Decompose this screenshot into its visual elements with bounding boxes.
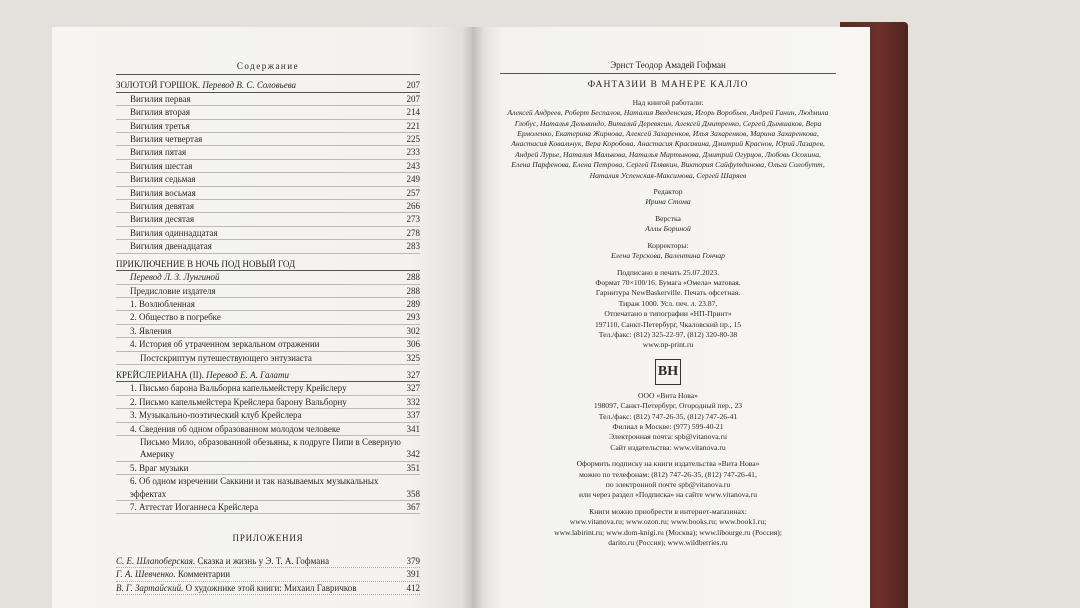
toc-entry-title: 6. Об одном изречении Саккини и так называемых музыкальных эффектах bbox=[130, 476, 379, 499]
new-year-list bbox=[116, 271, 420, 365]
appendix-entry bbox=[116, 568, 420, 581]
page-number: 278 bbox=[406, 227, 420, 238]
toc-entry bbox=[116, 338, 420, 351]
page-number: 221 bbox=[406, 120, 420, 131]
toc-entry-title: Письмо Мило, образованной обезьяны, к подруге Пипи в Северную Америку bbox=[140, 436, 401, 460]
page-number: 337 bbox=[406, 410, 420, 421]
shop-info bbox=[500, 507, 836, 549]
print-info-line: 197110, Санкт-Петербург, Чкаловский пр., 15 bbox=[594, 319, 742, 329]
toc-entry-title: 3. Музыкально-поэтический клуб Крейслера bbox=[130, 410, 302, 421]
toc-entry bbox=[116, 227, 420, 240]
page-number: 207 bbox=[406, 93, 420, 104]
toc-entry bbox=[116, 311, 420, 324]
toc-entry-title: Вигилия третья bbox=[130, 120, 190, 131]
subscription-line: можно по телефонам: (812) 747-26-35, (812) 747-26-41, bbox=[579, 469, 757, 479]
toc-entry-title: Предисловие издателя bbox=[130, 285, 216, 296]
page-number: 302 bbox=[406, 325, 420, 336]
toc-entry bbox=[116, 409, 420, 422]
appendix-entry bbox=[116, 555, 420, 568]
publisher-info-line: 198097, Санкт-Петербург, Огородный пер., 23 bbox=[593, 401, 743, 411]
toc-entry-title: 4. Сведения об одном образованном молодом человеке bbox=[130, 423, 341, 434]
toc-entry-title: Вигилия седьмая bbox=[130, 174, 196, 185]
subscription-line: или через раздел «Подписка» на сайте www.vitanova.ru bbox=[578, 490, 758, 500]
page-number: 283 bbox=[406, 241, 420, 252]
toc-entry-title: 1. Возлюбленная bbox=[130, 298, 195, 309]
page-number: 358 bbox=[406, 488, 420, 499]
toc-entry bbox=[116, 382, 420, 395]
page-number: 342 bbox=[406, 449, 420, 460]
page-number: 207 bbox=[406, 80, 420, 91]
toc-entry-title: Постскриптум путешествующего энтузиаста bbox=[140, 352, 312, 363]
page-number: 233 bbox=[406, 147, 420, 158]
print-info-line: Тираж 1000. Усл. печ. л. 23.87. bbox=[618, 298, 718, 308]
toc-entry bbox=[116, 93, 420, 106]
page-number: 249 bbox=[406, 174, 420, 185]
toc-entry bbox=[116, 423, 420, 436]
page-number: 332 bbox=[406, 396, 420, 407]
proof-label: Корректоры: bbox=[647, 240, 689, 250]
appendix-title-text: Сказка и жизнь у Э. Т. А. Гофмана bbox=[197, 555, 330, 566]
page-number: 273 bbox=[406, 214, 420, 225]
toc-entry-title: 3. Явления bbox=[130, 325, 172, 336]
toc-entry-title: 2. Общество в погребке bbox=[130, 312, 221, 323]
appendix-title: ПРИЛОЖЕНИЯ bbox=[232, 533, 304, 544]
page-number: 367 bbox=[406, 502, 420, 512]
page-number: 412 bbox=[406, 582, 420, 593]
page-number: 289 bbox=[406, 298, 420, 309]
page-number: 327 bbox=[406, 383, 420, 394]
publisher-info-line: ООО «Вита Нова» bbox=[638, 390, 698, 400]
toc-section-new-year bbox=[116, 258, 420, 271]
publisher-info-line: Электронная почта: spb@vitanova.ru bbox=[609, 432, 727, 442]
toc-entry-title: Вигилия восьмая bbox=[130, 187, 196, 198]
appendix-author: Г. А. Шевченко. bbox=[116, 569, 176, 580]
publisher-info-line: Филиал в Москве: (977) 599-40-21 bbox=[612, 421, 724, 431]
toc-entry-title: Вигилия двенадцатая bbox=[130, 241, 212, 252]
publisher-info-line: Сайт издательства: www.vitanova.ru bbox=[610, 442, 726, 452]
section-translator: Перевод В. С. Соловьева bbox=[202, 80, 297, 91]
shop-line: www.labirint.ru; www.dom-knigi.ru (Москва); www.libourge.ru (Россия); bbox=[554, 527, 782, 537]
toc-entry bbox=[116, 325, 420, 338]
page-number: 243 bbox=[406, 160, 420, 171]
subscription-line: по электронной почте spb@vitanova.ru bbox=[605, 480, 731, 489]
page-number: 325 bbox=[406, 352, 420, 363]
toc-section-kreisleriana bbox=[116, 369, 420, 382]
toc-entry bbox=[116, 285, 420, 298]
toc-entry bbox=[116, 298, 420, 311]
book-author: Эрнст Теодор Амадей Гофман bbox=[500, 60, 836, 74]
toc-entry bbox=[116, 160, 420, 173]
page-number: 351 bbox=[406, 462, 420, 473]
toc-entry-title: 2. Письмо капельмейстера Крейслера барону Вальборну bbox=[130, 396, 347, 407]
page-number: 288 bbox=[406, 272, 420, 283]
toc-entry bbox=[116, 146, 420, 159]
toc-section-golden-pot bbox=[116, 79, 420, 92]
toc-entry bbox=[116, 240, 420, 253]
shop-line: Книги можно приобрести в интернет-магазинах: bbox=[589, 506, 747, 516]
section-translator: Перевод Е. А. Галати bbox=[206, 369, 290, 380]
print-info-line: Формат 70×100/16. Бумага «Омела» матовая. bbox=[595, 277, 741, 287]
page-number: 327 bbox=[406, 369, 420, 380]
toc-entry bbox=[116, 187, 420, 200]
appendix-title-text: Комментарии bbox=[177, 569, 231, 580]
page-number: 306 bbox=[406, 339, 420, 350]
print-info bbox=[500, 268, 836, 351]
print-info-line: Подписано в печать 25.07.2023. bbox=[616, 267, 720, 277]
toc-entry bbox=[116, 436, 420, 462]
toc-entry-title: Вигилия девятая bbox=[130, 201, 195, 212]
layout-name: Аллы Бориной bbox=[645, 224, 691, 234]
table-of-contents bbox=[116, 60, 420, 595]
page-number: 225 bbox=[406, 134, 420, 145]
subscription-info bbox=[500, 459, 836, 501]
print-info-line: Тел./факс: (812) 325-22-97, (812) 320-80-38 bbox=[598, 329, 738, 339]
toc-entry bbox=[116, 213, 420, 226]
publisher-logo-icon: ВН bbox=[655, 359, 681, 385]
appendix-author: В. Г. Зартайский. bbox=[116, 582, 184, 593]
page-number: 288 bbox=[406, 285, 420, 296]
toc-entry bbox=[116, 200, 420, 213]
print-info-line: www.np-print.ru bbox=[642, 340, 694, 350]
toc-entry-title: Вигилия первая bbox=[130, 93, 191, 104]
page-number: 341 bbox=[406, 423, 420, 434]
toc-entry bbox=[116, 271, 420, 284]
publisher-info bbox=[500, 391, 836, 453]
toc-entry bbox=[116, 106, 420, 119]
appendix-author: С. Е. Шлапоберская. bbox=[116, 555, 196, 566]
toc-entry bbox=[116, 501, 420, 514]
toc-entry-title: Вигилия десятая bbox=[130, 214, 195, 225]
appendix-list bbox=[116, 555, 420, 595]
imprint-page bbox=[500, 60, 836, 548]
toc-entry-title: Вигилия вторая bbox=[130, 107, 190, 118]
page-number: 293 bbox=[406, 312, 420, 323]
shop-line: darito.ru (Россия); www.wildberries.ru bbox=[608, 538, 728, 548]
toc-entry-title: 4. История об утраченном зеркальном отражении bbox=[130, 339, 320, 350]
section-title: ПРИКЛЮЧЕНИЕ В НОЧЬ ПОД НОВЫЙ ГОД bbox=[116, 258, 296, 269]
section-title: КРЕЙСЛЕРИАНА (II). bbox=[116, 369, 204, 380]
golden-pot-list bbox=[116, 93, 420, 254]
toc-entry-title: Вигилия шестая bbox=[130, 160, 193, 171]
toc-header: Содержание bbox=[116, 60, 420, 75]
editor-label: Редактор bbox=[653, 187, 683, 197]
subscription-line: Оформить подписку на книги издательства «Вита Нова» bbox=[576, 459, 760, 469]
kreisleriana-list bbox=[116, 382, 420, 514]
toc-entry-title: 7. Аттестат Иоганнеса Крейслера bbox=[130, 502, 259, 512]
layout-label: Верстка bbox=[655, 213, 681, 223]
section-title: ЗОЛОТОЙ ГОРШОК. bbox=[116, 80, 201, 91]
toc-entry-title: Перевод Л. З. Лунгиной bbox=[130, 272, 220, 283]
page-number: 214 bbox=[406, 107, 420, 118]
toc-entry-title: Вигилия пятая bbox=[130, 147, 187, 158]
toc-entry bbox=[116, 173, 420, 186]
toc-entry-title: 5. Враг музыки bbox=[130, 462, 189, 473]
toc-entry bbox=[116, 396, 420, 409]
print-info-line: Гарнитура NewBaskerville. Печать офсетная. bbox=[595, 288, 741, 298]
toc-entry bbox=[116, 475, 420, 501]
page-number: 391 bbox=[406, 569, 420, 580]
book-title: ФАНТАЗИИ В МАНЕРЕ КАЛЛО bbox=[587, 79, 749, 91]
toc-entry bbox=[116, 462, 420, 475]
toc-entry-title: Вигилия четвертая bbox=[130, 134, 203, 145]
toc-entry bbox=[116, 120, 420, 133]
toc-entry-title: Вигилия одиннадцатая bbox=[130, 227, 218, 238]
toc-entry-title: 1. Письмо барона Вальборна капельмейстеру Крейслеру bbox=[130, 383, 347, 394]
appendix-title-text: О художнике этой книги: Михаил Гавричков bbox=[185, 582, 357, 593]
worked-names: Алексей Андреев, Роберт Беспалов, Наталия Введенская, Игорь Воробьев, Андрей Ганин, Людмила Глобус, Наталья Дельвиндо, Виталий Деревягин, Алексей Дмитренко, Сергей Дымшаков, Вера Ермоленко, Екатерина Жирнова, Алексей Захаренков, Илья Захаренков, Марина Захаренкова, Анастасия Ковальчук, Вера Коробова, Анастасия Красавина, Дмитрий Краснов, Юрий Лазарев, Андрей Лурье, Наталия Малькова, Наталья Мартынова, Дмитрий Огурцов, Любовь Осокина, Елена Парфенова, Елена Петрова, Сергей Плявкин, Виктория Сайфутдинова, Ольга Солобутт, Наталия Успенская-Максимова, Сергей Шаряев bbox=[507, 108, 829, 180]
editor-name: Ирина Стома bbox=[645, 197, 691, 207]
print-info-line: Отпечатано в типографии «НП-Принт» bbox=[604, 309, 732, 319]
worked-label: Над книгой работали: bbox=[632, 97, 704, 107]
book-spine-shadow bbox=[462, 27, 484, 608]
page-number: 266 bbox=[406, 201, 420, 212]
page-number: 257 bbox=[406, 187, 420, 198]
toc-entry bbox=[116, 352, 420, 365]
proof-names: Елена Терскова, Валентина Гончар bbox=[611, 251, 725, 261]
appendix-entry bbox=[116, 582, 420, 595]
publisher-info-line: Тел./факс: (812) 747-26-35, (812) 747-26-41 bbox=[598, 411, 738, 421]
shop-line: www.vitanova.ru; www.ozon.ru; www.books.ru; www.book1.ru; bbox=[569, 517, 767, 527]
page-number: 379 bbox=[406, 555, 420, 566]
toc-entry bbox=[116, 133, 420, 146]
